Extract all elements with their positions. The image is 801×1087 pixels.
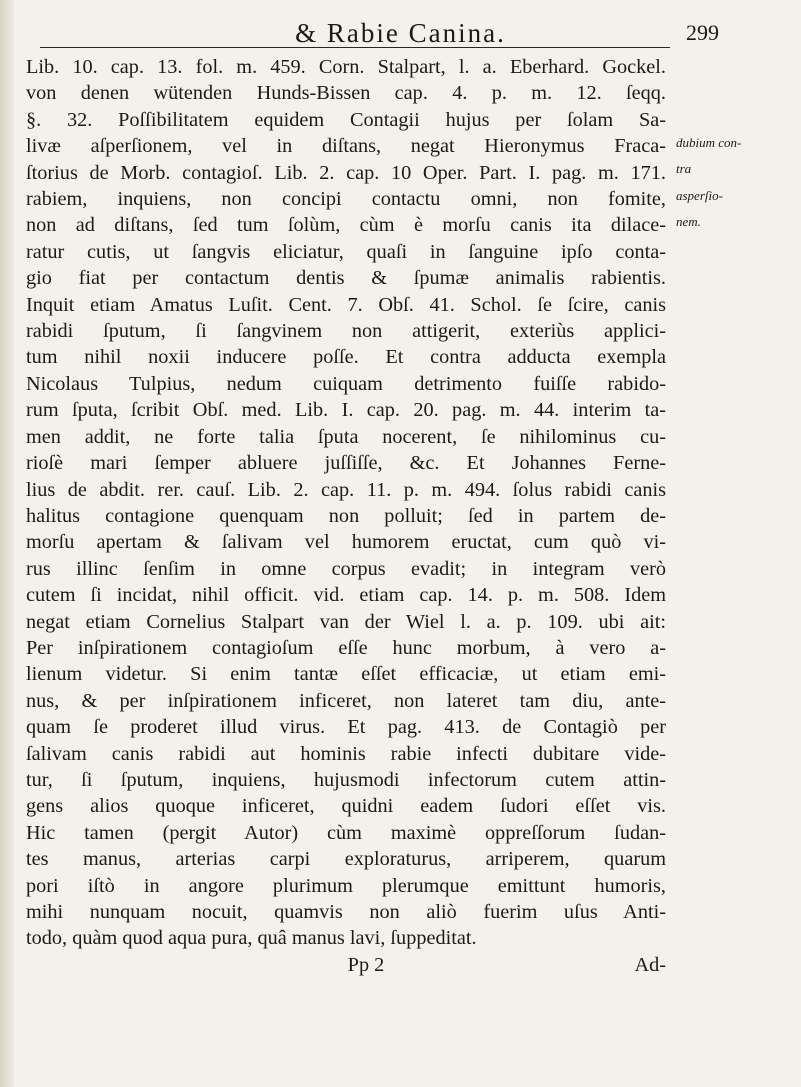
text-line: men addit, ne forte talia ſputa nocerent, ſe nihilominus cu-: [26, 425, 666, 448]
text-line: lius de abdit. rer. cauſ. Lib. 2. cap. 11. p. m. 494. ſolus rabidi canis: [26, 478, 666, 501]
margin-note-line: nem.: [676, 214, 701, 230]
text-line: tum nihil noxii inducere poſſe. Et contra adducta exempla: [26, 346, 666, 369]
text-line: rum ſputa, ſcribit Obſ. med. Lib. I. cap. 20. pag. m. 44. interim ta-: [26, 399, 666, 422]
margin-note-line: tra: [676, 161, 692, 177]
running-title: & Rabie Canina.: [295, 18, 506, 48]
margin-note: [676, 130, 796, 236]
text-line: non ad diſtans, ſed tum ſolùm, cùm è morſu canis ita dilace-: [26, 214, 666, 237]
text-line: gio fiat per contactum dentis & ſpumæ animalis rabientis.: [26, 267, 666, 290]
text-line: von denen wütenden Hunds-Bissen cap. 4. p. m. 12. ſeqq.: [26, 82, 666, 105]
text-line: todo, quàm quod aqua pura, quâ manus lavi, ſuppeditat.: [26, 927, 477, 950]
catchword: Ad-: [634, 953, 666, 976]
text-line: §. 32. Poſſibilitatem equidem Contagii hujus per ſolam Sa-: [26, 108, 666, 131]
signature-mark: Pp 2: [347, 953, 385, 976]
text-line: rabidi ſputum, ſi ſangvinem non attigerit, exteriùs applici-: [26, 320, 666, 343]
text-line: morſu apertam & ſalivam vel humorem eructat, cum quò vi-: [26, 531, 666, 554]
text-line: Nicolaus Tulpius, nedum cuiquam detrimento fuiſſe rabido-: [26, 372, 666, 395]
text-line: quam ſe proderet illud virus. Et pag. 413. de Contagiò per: [26, 716, 666, 739]
text-line: mihi nunquam nocuit, quamvis non aliò fuerim uſus Anti-: [26, 901, 666, 923]
margin-note-line: asperſio-: [676, 187, 723, 203]
text-line: rabiem, inquiens, non concipi contactu omni, non fomite,: [26, 188, 666, 211]
text-line: rus illinc ſenſim in omne corpus evadit; in integram verò: [26, 557, 666, 580]
text-line: Inquit etiam Amatus Luſit. Cent. 7. Obſ. 41. Schol. ſe ſcire, canis: [26, 293, 666, 316]
page-number: 299: [686, 20, 719, 45]
text-line: gens alios quoque inficeret, quidni eadem ſudori eſſet vis.: [26, 795, 666, 818]
text-line: ratur cutis, ut ſangvis eliciatur, quaſi in ſanguine ipſo conta-: [26, 240, 666, 263]
text-line: Per inſpirationem contagioſum eſſe hunc morbum, à vero a-: [26, 636, 666, 659]
text-line: tes manus, arterias carpi exploraturus, arriperem, quarum: [26, 848, 666, 871]
text-line: cutem ſi incidat, nihil officit. vid. etiam cap. 14. p. m. 508. Idem: [26, 584, 666, 607]
text-line: halitus contagione quenquam non polluit; ſed in partem de-: [26, 504, 666, 527]
text-line: rioſè mari ſemper abluere juſſiſſe, &c. Et Johannes Ferne-: [26, 452, 666, 475]
text-line: Hic tamen (pergit Autor) cùm maximè oppreſſorum ſudan-: [26, 821, 666, 844]
text-line: lienum videtur. Si enim tantæ eſſet efficaciæ, ut etiam emi-: [26, 663, 666, 686]
text-line: ſalivam canis rabidi aut hominis rabie infecti dubitare vide-: [26, 742, 666, 765]
text-line: livæ aſperſionem, vel in diſtans, negat Hieronymus Fraca-: [26, 135, 666, 158]
text-line: ſtorius de Morb. contagioſ. Lib. 2. cap. 10 Oper. Part. I. pag. m. 171.: [26, 161, 666, 184]
margin-note-line: dubium con-: [676, 135, 742, 150]
page-gutter-shadow: [0, 0, 14, 1087]
text-line: pori iſtò in angore plurimum plerumque emittunt humoris,: [26, 874, 666, 897]
text-line: tur, ſi ſputum, inquiens, hujusmodi infectorum cutem attin-: [26, 768, 666, 791]
body-text: [26, 54, 666, 978]
header-rule: [40, 47, 670, 48]
signature-line: [26, 952, 666, 978]
text-line: nus, & per inſpirationem inficeret, non lateret tam diu, ante-: [26, 689, 666, 712]
text-line: Lib. 10. cap. 13. fol. m. 459. Corn. Stalpart, l. a. Eberhard. Gockel.: [26, 56, 666, 78]
text-line: negat etiam Cornelius Stalpart van der Wiel l. a. p. 109. ubi ait:: [26, 610, 666, 633]
